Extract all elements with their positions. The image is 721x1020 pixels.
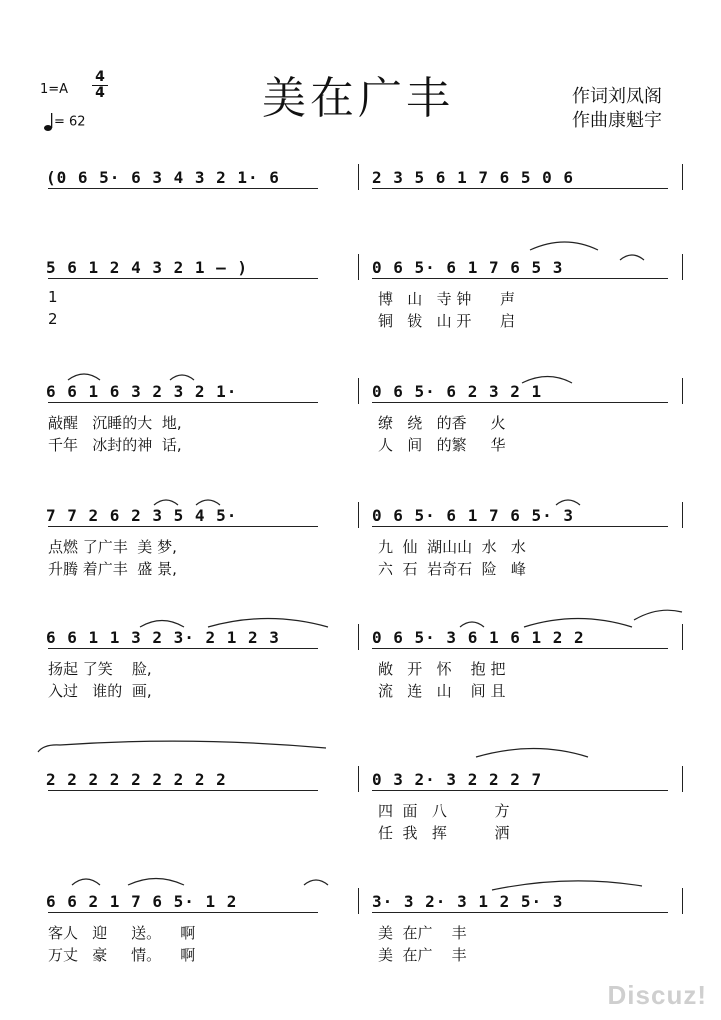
slur: [68, 374, 100, 380]
watermark: Discuz!: [607, 980, 707, 1010]
notation-left: 6 6 1 6 3 2 3 2 1·: [46, 382, 238, 401]
lyric-line-left: 千年 冰封的神 话,: [48, 436, 182, 454]
lyric-line-right: 人 间 的繁 华: [378, 436, 506, 454]
lyric-line-right: 美 在广 丰: [378, 946, 467, 964]
tempo-value: = 62: [54, 114, 86, 130]
notation-left: 6 6 1 1 3 2 3· 2 1 2 3: [46, 628, 280, 647]
notation-left: 2 2 2 2 2 2 2 2 2: [46, 770, 227, 789]
notation-right: 3· 3 2· 3 1 2 5· 3: [372, 892, 564, 911]
lyric-line-right: 流 连 山 间 且: [378, 682, 506, 700]
lyric-line-right: 博 山 寺 钟 声: [378, 290, 515, 308]
lyric-line-right: 六 石 岩奇石 险 峰: [378, 560, 526, 578]
slur: [476, 749, 588, 758]
slur: [154, 500, 178, 505]
notation-right: 0 6 5· 6 2 3 2 1: [372, 382, 543, 401]
slur: [524, 619, 632, 628]
key-signature: 1=A: [40, 82, 69, 97]
slur: [72, 879, 100, 885]
slur: [128, 879, 184, 886]
lyric-line-left: 升腾 着广丰 盛 景,: [48, 560, 177, 578]
slur: [196, 500, 220, 505]
notation-right: 0 6 5· 3 6 1 6 1 2 2: [372, 628, 585, 647]
slur: [208, 619, 328, 628]
slur: [170, 375, 194, 380]
lyric-line-left: 点燃 了广丰 美 梦,: [48, 538, 177, 556]
notation-right: 0 3 2· 3 2 2 2 7: [372, 770, 543, 789]
notation-left: 5 6 1 2 4 3 2 1 — ): [46, 258, 249, 277]
lyric-line-left: 万丈 豪 情。 啊: [48, 946, 196, 964]
notation-right: 0 6 5· 6 1 7 6 5 3: [372, 258, 564, 277]
lyric-line-left: 入过 谁的 画,: [48, 682, 152, 700]
slur: [522, 377, 572, 384]
lyric-line-left: 客人 迎 送。 啊: [48, 924, 196, 942]
notation-right: 0 6 5· 6 1 7 6 5· 3: [372, 506, 575, 525]
lyric-line-right: 铜 钹 山 开 启: [378, 312, 515, 330]
slur: [492, 881, 642, 890]
lyric-line-right: 缭 绕 的香 火: [378, 414, 506, 432]
slur: [460, 622, 484, 627]
notation-left: 6 6 2 1 7 6 5· 1 2: [46, 892, 238, 911]
lyric-line-left: 敲醒 沉睡的大 地,: [48, 414, 182, 432]
notation-right: 2 3 5 6 1 7 6 5 0 6: [372, 168, 575, 187]
lyric-line-right: 美 在广 丰: [378, 924, 467, 942]
lyric-line-right: 四 面 八 方: [378, 802, 510, 820]
notation-left: 7 7 2 6 2 3 5 4 5·: [46, 506, 238, 525]
slur: [304, 880, 328, 885]
notation-left: (0 6 5· 6 3 4 3 2 1· 6: [46, 168, 280, 187]
slur: [140, 621, 184, 628]
lyric-line-right: 九 仙 湖山山 水 水: [378, 538, 526, 556]
song-title: 美在广丰: [262, 73, 454, 124]
slur: [634, 610, 682, 620]
lyricist-credit: 作词刘凤阁: [572, 86, 662, 107]
meter-top: 4: [95, 69, 105, 85]
slur: [620, 255, 644, 260]
lyric-line-right: 敞 开 怀 抱 把: [378, 660, 506, 678]
lyric-line-left: 1: [48, 288, 58, 306]
lyric-line-right: 任 我 挥 洒: [378, 824, 510, 842]
lyric-line-left: 扬起 了笑 脸,: [48, 660, 152, 678]
lyric-line-left: 2: [48, 310, 58, 328]
meter-bottom: 4: [92, 85, 108, 101]
slur: [556, 500, 580, 505]
composer-credit: 作曲康魁宇: [572, 110, 662, 131]
slur: [38, 741, 326, 752]
slur: [530, 242, 598, 250]
